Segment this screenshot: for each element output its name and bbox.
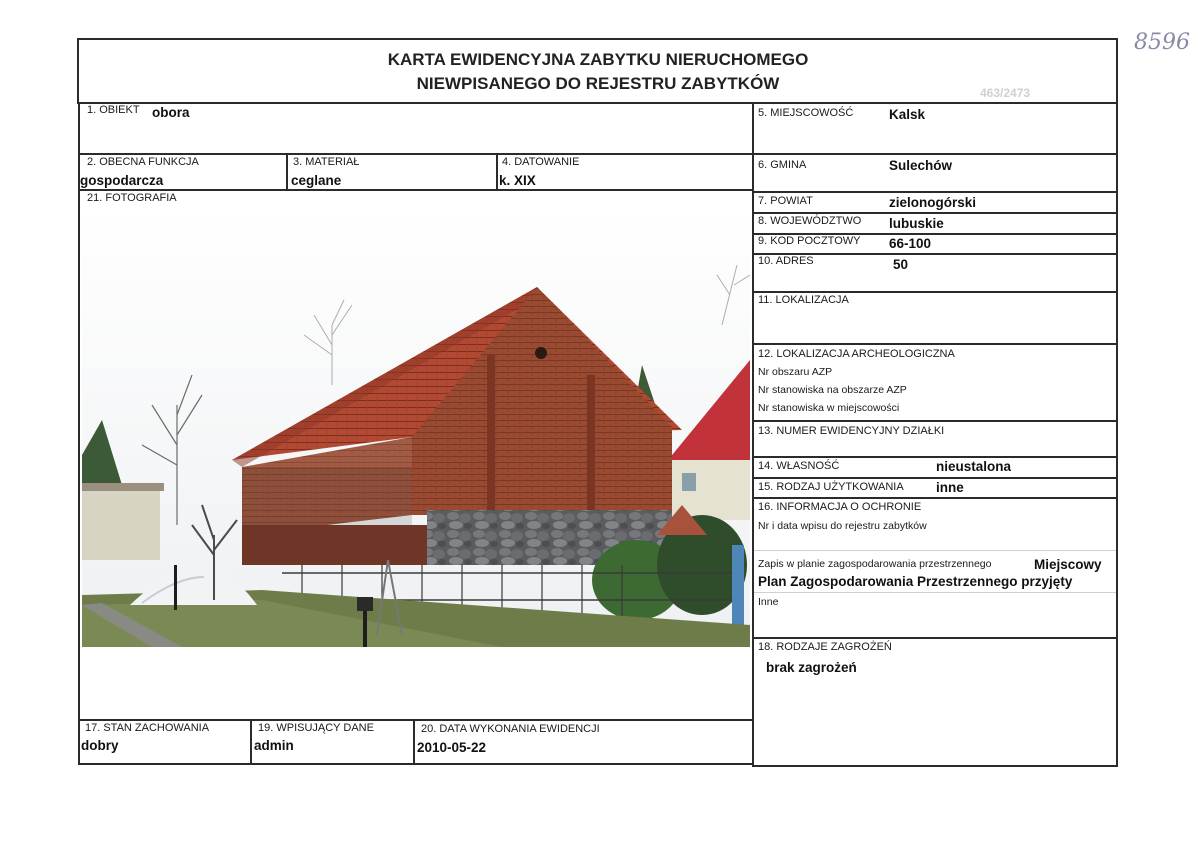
barn-photograph: [82, 205, 750, 647]
handwritten-number: 8596: [1134, 30, 1190, 55]
datowanie-value: k. XIX: [499, 173, 536, 188]
wlasnosc-label: 14. WŁASNOŚĆ: [758, 460, 840, 472]
zagrozenia-label: 18. RODZAJE ZAGROŻEŃ: [758, 641, 892, 653]
ochrona-rejestr: Nr i data wpisu do rejestru zabytków: [758, 520, 927, 532]
header-box: [77, 38, 1118, 104]
ochrona-zapis-value-2: Plan Zagospodarowania Przestrzennego przyjęty: [758, 574, 1073, 589]
miejscowosc-label: 5. MIEJSCOWOŚĆ: [758, 107, 854, 119]
ochrona-zapis-label: Zapis w planie zagospodarowania przestrzennego: [758, 558, 992, 570]
kod-pocztowy-label: 9. KOD POCZTOWY: [758, 235, 861, 247]
obiekt-label: 1. OBIEKT: [87, 104, 140, 116]
powiat-value: zielonogórski: [889, 195, 977, 210]
stan-label: 17. STAN ZACHOWANIA: [85, 722, 210, 734]
obiekt-value: obora: [152, 105, 190, 120]
ghost-number: 463/2473: [980, 86, 1031, 100]
wlasnosc-value: nieustalona: [936, 459, 1012, 474]
dzialka-label: 13. NUMER EWIDENCYJNY DZIAŁKI: [758, 425, 945, 437]
adres-value: 50: [893, 257, 909, 272]
field-rodzaje-zagrozen: [752, 637, 1118, 767]
adres-label: 10. ADRES: [758, 255, 814, 267]
uzytkowanie-label: 15. RODZAJ UŻYTKOWANIA: [758, 481, 904, 493]
archeo-line-azp: Nr obszaru AZP: [758, 366, 833, 378]
ochrona-zapis-value-1: Miejscowy: [1034, 557, 1102, 572]
lokalizacja-label: 11. LOKALIZACJA: [758, 294, 849, 306]
funkcja-label: 2. OBECNA FUNKCJA: [87, 156, 199, 168]
kod-pocztowy-value: 66-100: [889, 236, 932, 251]
wpisujacy-label: 19. WPISUJĄCY DANE: [258, 722, 374, 734]
datowanie-label: 4. DATOWANIE: [502, 156, 580, 168]
ochrona-divider-2: [754, 592, 1116, 593]
data-ewidencji-value: 2010-05-22: [417, 740, 487, 755]
archeo-line-stanowisko-azp: Nr stanowiska na obszarze AZP: [758, 384, 907, 396]
gmina-label: 6. GMINA: [758, 159, 807, 171]
ochrona-label: 16. INFORMACJA O OCHRONIE: [758, 501, 922, 513]
ochrona-divider-1: [754, 550, 1116, 551]
data-ewidencji-label: 20. DATA WYKONANIA EWIDENCJI: [421, 723, 600, 735]
archeo-label: 12. LOKALIZACJA ARCHEOLOGICZNA: [758, 348, 955, 360]
miejscowosc-value: Kalsk: [889, 107, 926, 122]
stan-value: dobry: [81, 738, 119, 753]
zagrozenia-value: brak zagrożeń: [766, 660, 857, 675]
wpisujacy-value: admin: [254, 738, 294, 753]
archeo-line-stanowisko-miejsc: Nr stanowiska w miejscowości: [758, 402, 900, 414]
uzytkowanie-value: inne: [936, 480, 964, 495]
wojewodztwo-label: 8. WOJEWÓDZTWO: [758, 215, 862, 227]
material-value: ceglane: [291, 173, 342, 188]
card-title-line2: NIEWPISANEGO DO REJESTRU ZABYTKÓW: [416, 74, 780, 93]
ochrona-inne: Inne: [758, 596, 779, 608]
wojewodztwo-value: lubuskie: [889, 216, 944, 231]
fotografia-label: 21. FOTOGRAFIA: [87, 192, 177, 204]
powiat-label: 7. POWIAT: [758, 195, 813, 207]
card-title-line1: KARTA EWIDENCYJNA ZABYTKU NIERUCHOMEGO: [387, 50, 809, 69]
gmina-value: Sulechów: [889, 158, 953, 173]
funkcja-value: gospodarcza: [80, 173, 164, 188]
material-label: 3. MATERIAŁ: [293, 156, 360, 168]
